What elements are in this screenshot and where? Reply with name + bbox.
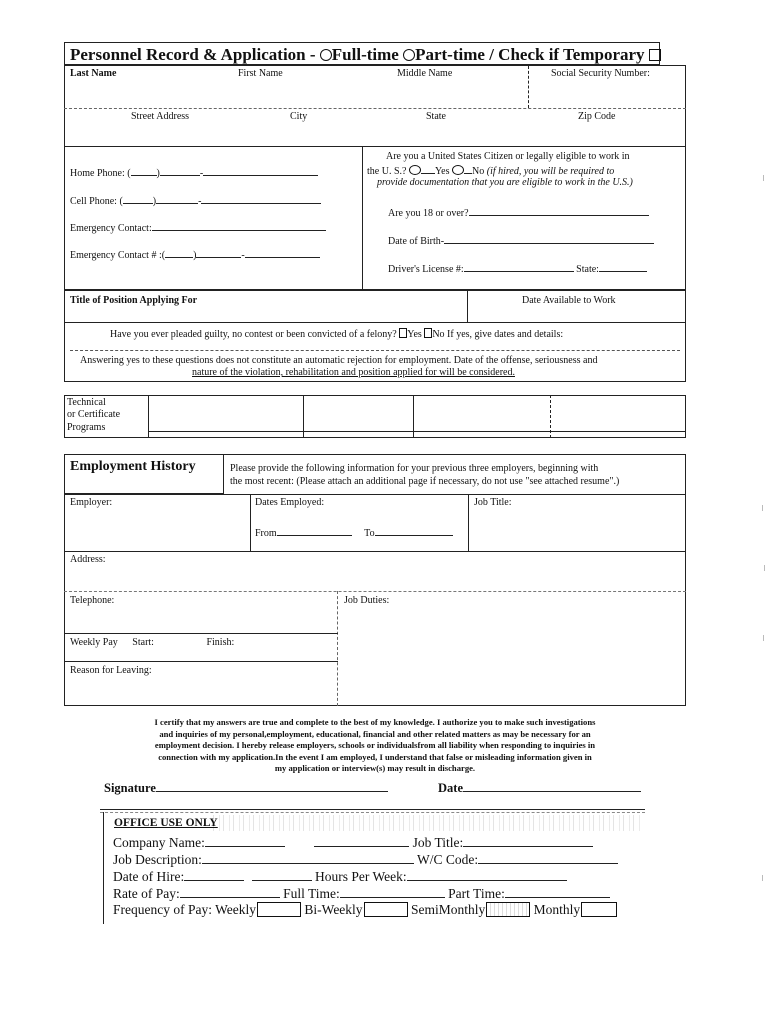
programs-label-3: Programs <box>67 422 106 433</box>
citizen-no-label: No <box>472 166 485 177</box>
age-label: Are you 18 or over? <box>388 208 469 219</box>
home-phone-field[interactable]: Home Phone: ( ) - <box>70 166 318 179</box>
office-left-line <box>103 812 104 924</box>
employer-label: Employer: <box>70 497 113 508</box>
citizen-yes-radio[interactable] <box>409 165 421 175</box>
divider <box>337 591 338 706</box>
weekly-pay-row <box>70 637 234 648</box>
felony-question <box>110 328 563 340</box>
employment-intro-2: the most recent: (Please attach an additional page if necessary, do not use "see attached resume".) <box>230 476 620 487</box>
street-label: Street Address <box>131 111 190 122</box>
scan-artifact <box>762 875 763 881</box>
divider <box>468 494 469 551</box>
office-top-line-2 <box>100 812 645 813</box>
license-field[interactable] <box>388 262 647 275</box>
cert-line-5: my application or interview(s) may result in discharge. <box>274 763 476 773</box>
biweekly-checkbox[interactable] <box>364 902 408 917</box>
felony-yes-label: Yes <box>407 329 422 340</box>
divider <box>64 108 686 109</box>
dob-field[interactable] <box>388 234 654 247</box>
emergency-number-field[interactable]: Emergency Contact # :( ) - <box>70 248 320 261</box>
title-text: Personnel Record & Application - <box>70 45 316 64</box>
details-line[interactable] <box>70 350 680 351</box>
office-rate-label: Rate of Pay: <box>113 886 180 901</box>
felony-q-text: Have you ever pleaded guilty, no contest or been convicted of a felony? <box>110 329 397 340</box>
job-title-label: Job Title: <box>474 497 512 508</box>
telephone-label: Telephone: <box>70 595 115 606</box>
cell-phone-mid: ) <box>152 196 157 207</box>
office-top-line <box>100 809 645 810</box>
emergency-number-label: Emergency Contact # :( <box>70 250 166 261</box>
citizen-q2-text: the U. S.? <box>367 166 407 177</box>
emergency-contact-label: Emergency Contact: <box>70 223 152 234</box>
citizen-question-2 <box>367 164 614 177</box>
signature-label: Signature <box>104 781 156 795</box>
office-rate-row <box>113 885 610 902</box>
start-label: Start: <box>132 637 154 648</box>
address-label: Address: <box>70 554 106 565</box>
scan-artifact <box>762 505 763 511</box>
part-time-label: Part-time <box>415 45 485 64</box>
weekly-checkbox[interactable] <box>257 902 301 917</box>
temporary-checkbox[interactable] <box>649 49 661 61</box>
finish-label: Finish: <box>206 637 235 648</box>
date-label: Date <box>438 781 463 795</box>
city-label: City <box>290 111 308 122</box>
weekly-pay-label: Weekly Pay <box>70 637 118 648</box>
divider <box>528 66 529 108</box>
office-company-label: Company Name: <box>113 835 205 850</box>
felony-no-label: No If yes, give dates and details: <box>432 329 564 340</box>
office-frequency-row <box>113 902 617 918</box>
cert-line-3: employment decision. I hereby release employers, schools or individualsfrom all liability when responding to inquiries in <box>154 740 596 750</box>
programs-label-2: or Certificate <box>67 409 121 420</box>
cell-phone-label: Cell Phone: ( <box>70 196 123 207</box>
office-job-desc-label: Job Description: <box>113 852 202 867</box>
divider <box>64 661 338 662</box>
ssn-label: Social Security Number: <box>551 68 650 79</box>
monthly-checkbox[interactable] <box>581 902 617 917</box>
semimonthly-checkbox[interactable] <box>486 902 530 917</box>
license-state-label: State: <box>576 264 599 275</box>
divider <box>148 431 686 432</box>
divider <box>64 494 686 495</box>
office-frequency-label: Frequency of Pay: <box>113 902 212 917</box>
divider <box>250 494 251 551</box>
citizen-question-3: provide documentation that you are eligible to work in the U.S.) <box>377 177 633 188</box>
scan-artifact <box>764 565 765 571</box>
emergency-number-mid: ) <box>193 250 197 261</box>
home-phone-label: Home Phone: ( <box>70 168 131 179</box>
cert-line-2: and inquiries of my personal,employment, educational, financial and other related matters as may be necessary for an <box>159 728 591 739</box>
citizen-question-1: Are you a United States Citizen or legally eligible to work in <box>386 151 630 162</box>
date-field[interactable] <box>438 780 641 796</box>
divider <box>64 551 686 552</box>
office-wc-code-label: W/C Code: <box>417 852 479 867</box>
office-monthly-label: Monthly <box>533 902 581 917</box>
emergency-contact-field[interactable] <box>70 221 326 234</box>
scan-artifact <box>763 635 764 641</box>
dates-employed-label: Dates Employed: <box>255 497 325 508</box>
divider <box>64 322 686 323</box>
signature-field[interactable] <box>104 780 388 796</box>
divider <box>362 146 363 290</box>
office-desc-row <box>113 851 618 868</box>
scan-artifact <box>763 175 764 181</box>
cert-line-1: I certify that my answers are true and complete to the best of my knowledge. I authorize you to make such investigations <box>154 717 596 727</box>
office-weekly-label: Weekly <box>215 902 257 917</box>
office-job-title-label: Job Title: <box>412 835 464 850</box>
office-hours-label: Hours Per Week: <box>314 869 407 884</box>
citizen-q2b-text: (if hired, you will be required to <box>486 166 615 177</box>
citizen-yes-label: Yes <box>434 166 450 177</box>
certification-text <box>100 717 650 775</box>
employment-heading: Employment History <box>70 459 196 474</box>
divider <box>467 290 468 322</box>
job-duties-label: Job Duties: <box>344 595 390 606</box>
office-part-time-label: Part Time: <box>448 886 505 901</box>
date-available-label: Date Available to Work <box>522 295 616 306</box>
office-heading: OFFICE USE ONLY <box>114 817 218 829</box>
home-phone-mid: ) <box>156 168 160 179</box>
form-title <box>70 45 661 65</box>
office-full-time-label: Full Time: <box>283 886 340 901</box>
state-label: State <box>426 111 446 122</box>
divider <box>64 633 338 634</box>
last-name-label: Last Name <box>70 68 117 79</box>
office-hire-label: Date of Hire: <box>113 869 185 884</box>
age-field[interactable] <box>388 206 649 219</box>
office-speckle <box>210 815 640 831</box>
middle-name-label: Middle Name <box>397 68 453 79</box>
office-biweekly-label: Bi-Weekly <box>304 902 363 917</box>
dates-from-to-field[interactable] <box>255 526 453 539</box>
disclaimer-line-1: Answering yes to these questions does not constitute an automatic rejection for employment. Date of the offense, seriousness and <box>80 355 598 366</box>
divider <box>64 146 686 147</box>
disclaimer-line-2: nature of the violation, rehabilitation and position applied for will be considered. <box>192 367 515 378</box>
first-name-label: First Name <box>238 68 283 79</box>
office-company-row <box>113 834 593 851</box>
from-label: From <box>255 528 277 539</box>
zip-label: Zip Code <box>578 111 616 122</box>
employment-intro-1: Please provide the following information for your previous three employers, beginning with <box>230 463 599 474</box>
temporary-label: / Check if Temporary <box>489 45 645 64</box>
cell-phone-field[interactable]: Cell Phone: ( ) - <box>70 194 321 207</box>
programs-label-1: Technical <box>67 397 106 408</box>
citizen-no-radio[interactable] <box>452 165 464 175</box>
dob-label: Date of Birth- <box>388 236 445 247</box>
position-title-label: Title of Position Applying For <box>70 295 198 306</box>
full-time-label: Full-time <box>331 45 399 64</box>
office-hire-row <box>113 868 567 885</box>
full-time-radio[interactable] <box>320 49 332 61</box>
cert-line-4: connection with my application.In the event I am employed, I understand that false or misleading information given in <box>158 751 592 762</box>
reason-label: Reason for Leaving: <box>70 665 152 676</box>
divider <box>64 591 686 592</box>
to-label: To <box>364 528 375 539</box>
office-semimonthly-label: SemiMonthly <box>410 902 486 917</box>
license-label: Driver's License #: <box>388 264 464 275</box>
part-time-radio[interactable] <box>403 49 415 61</box>
